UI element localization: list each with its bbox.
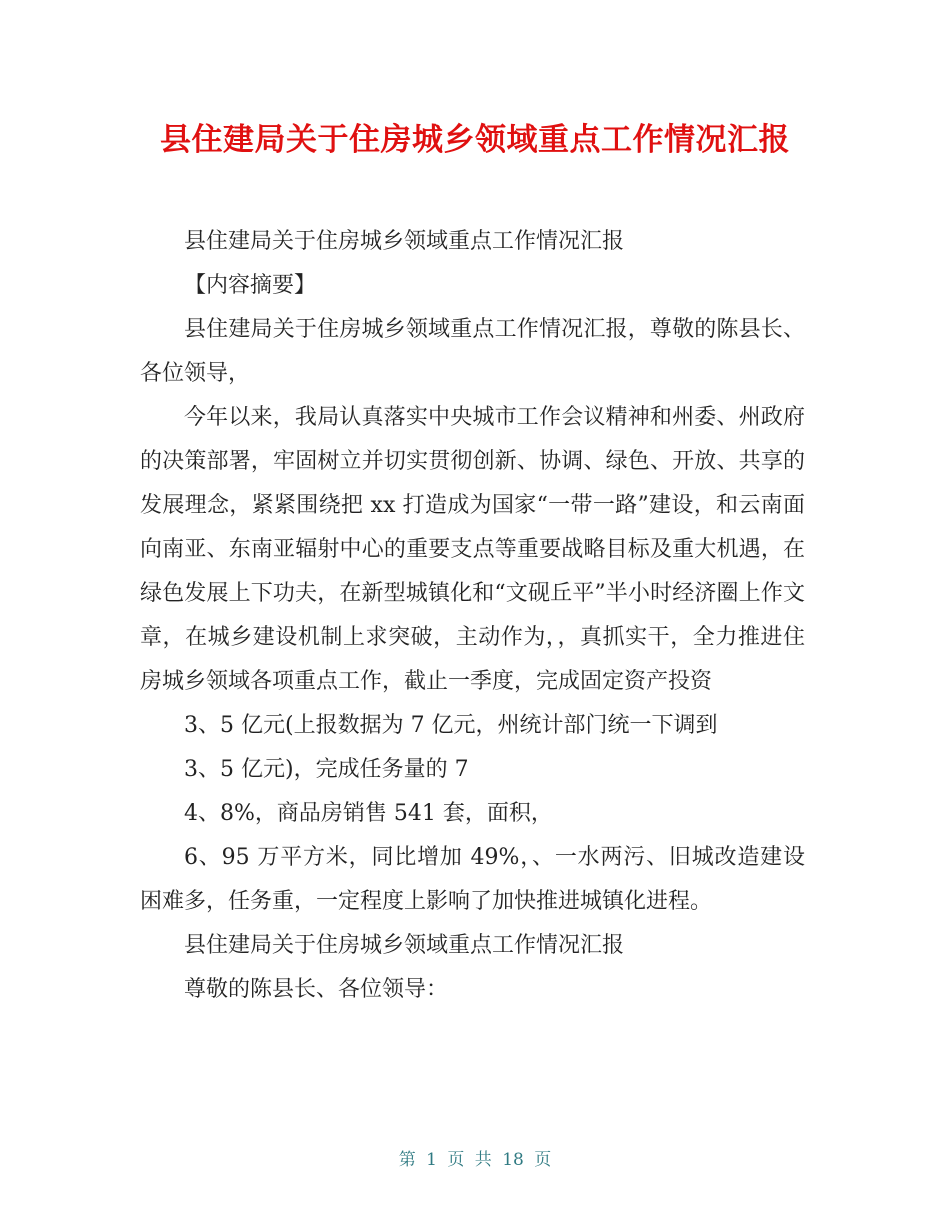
paragraph-salutation: 尊敬的陈县长、各位领导： bbox=[184, 977, 449, 1002]
document-body bbox=[140, 220, 805, 1012]
paragraph-sales-figure: 4、8%，商品房销售 541 套，面积， bbox=[184, 801, 553, 826]
paragraph-heading-repeat: 县住建局关于住房城乡领域重点工作情况汇报 bbox=[184, 229, 625, 254]
paragraph-summary-label: 【内容摘要】 bbox=[184, 273, 317, 298]
paragraph-investment-adjusted: 3、5 亿元)，完成任务量的 7 bbox=[184, 757, 469, 782]
document-title: 县住建局关于住房城乡领域重点工作情况汇报 bbox=[160, 122, 790, 158]
paragraph-salutation-intro: 县住建局关于住房城乡领域重点工作情况汇报，尊敬的陈县长、各位领导， bbox=[140, 317, 805, 386]
paragraph-investment-figure: 3、5 亿元(上报数据为 7 亿元，州统计部门统一下调到 bbox=[184, 713, 718, 738]
paragraph-main-work: 今年以来，我局认真落实中央城市工作会议精神和州委、州政府的决策部署，牢固树立并切实贯彻创新、协调、绿色、开放、共享的发展理念，紧紧围绕把 xx 打造成为国家“一带一路”建设，和云南面向南亚、东南亚辐射中心的重要支点等重要战略目标及重大机遇，在绿色发展上下功夫，在新型城镇化和“文砚丘平”半小时经济圈上作文章，在城乡建设机制上求突破，主动作为，，真抓实干，全力推进住房城乡领域各项重点工作，截止一季度，完成固定资产投资 bbox=[140, 405, 805, 694]
paragraph-report-title: 县住建局关于住房城乡领域重点工作情况汇报 bbox=[184, 933, 625, 958]
paragraph-area-figure: 6、95 万平方米，同比增加 49%，、一水两污、旧城改造建设困难多，任务重，一定程度上影响了加快推进城镇化进程。 bbox=[140, 845, 805, 914]
page-indicator: 第 1 页 共 18 页 bbox=[398, 1150, 552, 1170]
